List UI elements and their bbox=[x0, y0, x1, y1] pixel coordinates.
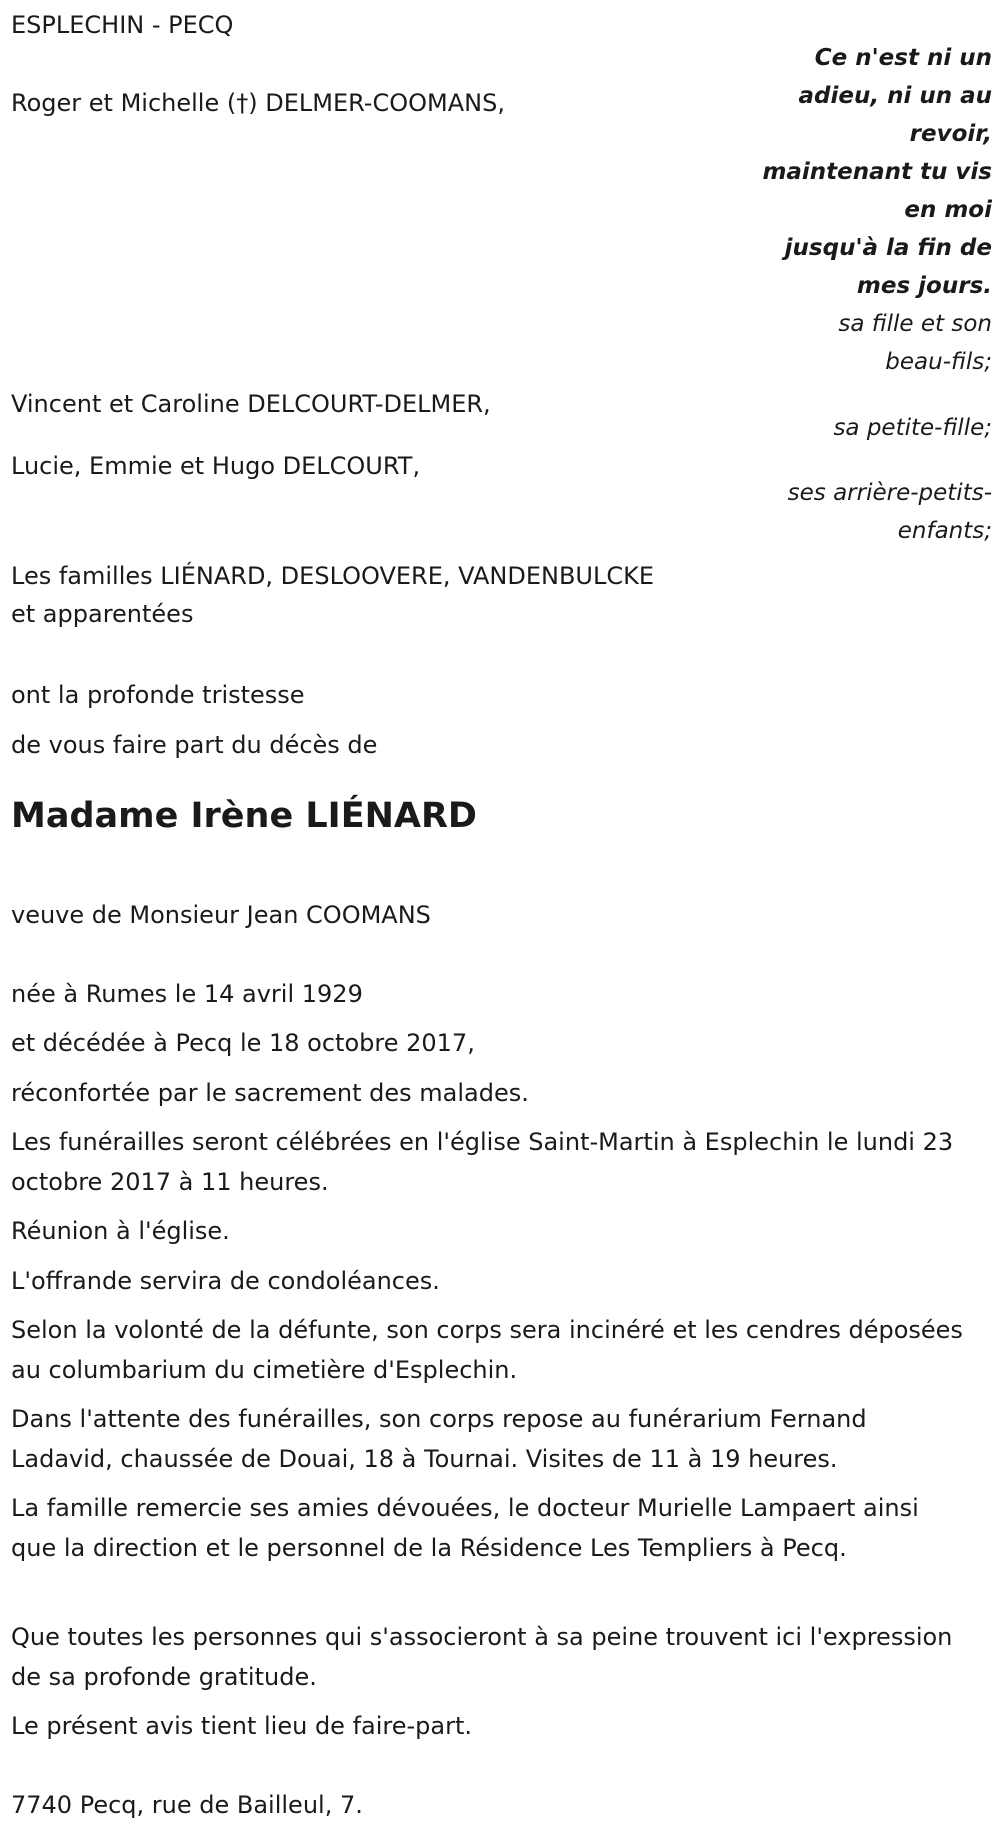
relation-daughter: beau-fils; bbox=[885, 349, 992, 375]
address: 7740 Pecq, rue de Bailleul, 7. bbox=[11, 1791, 363, 1819]
poem-line: revoir, bbox=[909, 121, 992, 147]
poem-line: mes jours. bbox=[856, 273, 992, 299]
other-families-related: et apparentées bbox=[11, 600, 194, 628]
relation-great-grandchildren: ses arrière-petits- bbox=[787, 480, 992, 506]
offering-info: L'offrande servira de condoléances. bbox=[11, 1267, 440, 1295]
relation-great-grandchildren: enfants; bbox=[897, 518, 992, 544]
poem-line: maintenant tu vis bbox=[762, 159, 992, 185]
family-line-great-grandchildren: Lucie, Emmie et Hugo DELCOURT, bbox=[11, 452, 421, 480]
meeting-info: Réunion à l'église. bbox=[11, 1217, 230, 1245]
relation-granddaughter: sa petite-fille; bbox=[833, 415, 992, 441]
family-line-grandchildren: Vincent et Caroline DELCOURT-DELMER, bbox=[11, 390, 491, 418]
poem-line: Ce n'est ni un bbox=[814, 45, 992, 71]
poem-line: en moi bbox=[904, 197, 992, 223]
thanks-info: La famille remercie ses amies dévouées, le docteur Murielle Lampaert ainsi que la direction et le personnel de la Résidence Les Templiers à Pecq. bbox=[11, 1494, 919, 1562]
relation-daughter: sa fille et son bbox=[838, 311, 992, 337]
death-info: et décédée à Pecq le 18 octobre 2017, bbox=[11, 1029, 475, 1057]
deceased-name: Madame Irène LIÉNARD bbox=[11, 796, 477, 836]
funeral-info: Les funérailles seront célébrées en l'église Saint-Martin à Esplechin le lundi 23 octobre 2017 à 11 heures. bbox=[11, 1128, 954, 1196]
poem-line: adieu, ni un au bbox=[798, 83, 992, 109]
location-header: ESPLECHIN - PECQ bbox=[11, 11, 234, 39]
poem-line: jusqu'à la fin de bbox=[784, 235, 992, 261]
sacrament-info: réconfortée par le sacrement des malades. bbox=[11, 1079, 529, 1107]
widow-of: veuve de Monsieur Jean COOMANS bbox=[11, 901, 431, 929]
rest-info: Dans l'attente des funérailles, son corps repose au funérarium Fernand Ladavid, chaussée de Douai, 18 à Tournai. Visites de 11 à 19 heures. bbox=[11, 1405, 867, 1473]
other-families: Les familles LIÉNARD, DESLOOVERE, VANDENBULCKE bbox=[11, 562, 655, 590]
notice-info: Le présent avis tient lieu de faire-part. bbox=[11, 1712, 473, 1740]
family-line-children: Roger et Michelle (†) DELMER-COOMANS, bbox=[11, 89, 505, 117]
announcement-line: de vous faire part du décès de bbox=[11, 731, 378, 759]
cremation-info: Selon la volonté de la défunte, son corps sera incinéré et les cendres déposées au columbarium du cimetière d'Esplechin. bbox=[11, 1316, 963, 1384]
birth-info: née à Rumes le 14 avril 1929 bbox=[11, 980, 363, 1008]
announcement-line: ont la profonde tristesse bbox=[11, 681, 305, 709]
gratitude-info: Que toutes les personnes qui s'associeront à sa peine trouvent ici l'expression de sa profonde gratitude. bbox=[11, 1623, 953, 1691]
